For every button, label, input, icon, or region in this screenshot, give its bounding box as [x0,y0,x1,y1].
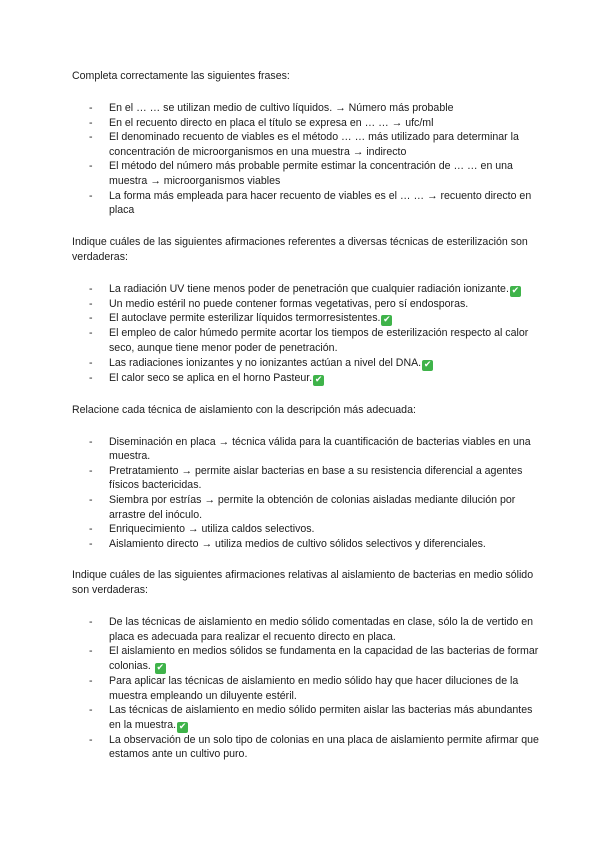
list-item-text: La radiación UV tiene menos poder de penetración que cualquier radiación ionizante. [109,282,509,295]
list-item-text: La forma más empleada para hacer recuento de viables es el … … → recuento directo en placa [109,189,532,217]
list-item-text: En el recuento directo en placa el título se expresa en … … → ufc/ml [109,116,434,129]
list-item-text: Diseminación en placa → técnica válida para la cuantificación de bacterias viables en una muestra. [109,435,531,463]
question-prompt: Indique cuáles de las siguientes afirmaciones referentes a diversas técnicas de esterilización son verdaderas: [72,235,528,263]
list-marker: - [89,704,93,717]
list-marker: - [89,297,93,310]
list-marker: - [89,675,93,688]
question-prompt: Completa correctamente las siguientes frases: [72,70,290,82]
list-marker: - [89,435,93,448]
list-item [72,356,540,371]
list-marker: - [89,356,93,369]
list-item-text: El denominado recuento de viables es el método … … más utilizado para determinar la concentración de microorganismos en una muestra → indirecto [109,131,519,158]
list-item [72,189,540,218]
question-prompt: Relacione cada técnica de aislamiento con la descripción más adecuada: [72,403,416,416]
list-item [72,644,540,674]
list-item-text: Aislamiento directo → utiliza medios de cultivo sólidos selectivos y diferenciales. [109,537,486,550]
list-marker: - [89,537,93,550]
list-item [72,282,540,297]
list-item [72,435,540,464]
list-marker: - [89,312,93,325]
list-marker: - [89,493,93,506]
list-item-text: Pretratamiento → permite aislar bacterias en base a su resistencia diferencial a agentes físicos bactericidas. [109,464,523,492]
question-section [72,568,540,762]
list-item-text: El empleo de calor húmedo permite acortar los tiempos de esterilización respecto al calor seco, aunque tiene menor poder de penetración. [109,327,529,354]
list-marker: - [89,160,93,173]
list-marker: - [89,616,93,629]
list-marker: - [89,523,93,536]
list-marker: - [89,131,93,144]
list-item-text: Enriquecimiento → utiliza caldos selectivos. [109,523,315,536]
list-item [72,522,540,537]
list-item [72,101,540,116]
question-prompt: Indique cuáles de las siguientes afirmaciones relativas al aislamiento de bacterias en medio sólido son verdaderas: [72,569,534,597]
list-marker: - [89,733,93,746]
list-item-text: Para aplicar las técnicas de aislamiento en medio sólido hay que hacer diluciones de la muestra empleando un diluyente estéril. [109,675,519,702]
list-item [72,371,540,386]
list-item [72,733,540,762]
list-item-text: De las técnicas de aislamiento en medio sólido comentadas en clase, sólo la de vertido en placa es adecuada para realizar el recuento directo en placa. [109,616,533,643]
true-check-icon [510,286,521,297]
list-item [72,116,540,131]
true-check-icon [177,722,188,733]
list-item [72,130,540,159]
list-item-text: El autoclave permite esterilizar líquidos termorresistentes. [109,312,381,325]
list-item [72,311,540,326]
question-section [72,403,540,552]
list-item [72,159,540,188]
list-item-text: El método del número más probable permite estimar la concentración de … … en una muestra → microorganismos viables [109,160,513,187]
list-marker: - [89,327,93,340]
list-marker: - [89,464,93,477]
list-item-text: La observación de un solo tipo de colonias en una placa de aislamiento permite afirmar que estamos ante un cultivo puro. [109,733,539,761]
list-item-text: Un medio estéril no puede contener formas vegetativas, pero sí endosporas. [109,297,469,310]
list-item-text: El calor seco se aplica en el horno Pasteur. [109,371,313,384]
list-item [72,326,540,355]
answer-list [72,101,540,218]
list-item-text: Las radiaciones ionizantes y no ionizantes actúan a nivel del DNA. [109,356,422,369]
list-item [72,674,540,703]
list-item-text: Siembra por estrías → permite la obtención de colonias aisladas mediante dilución por arrastre del inóculo. [109,493,516,521]
true-check-icon [313,375,324,386]
list-item [72,297,540,312]
list-item [72,537,540,552]
list-marker: - [89,189,93,202]
answer-list [72,435,540,552]
list-item [72,464,540,493]
list-marker: - [89,102,93,114]
list-marker: - [89,371,93,384]
true-check-icon [422,360,433,371]
list-marker: - [89,282,93,295]
list-item [72,493,540,522]
list-item [72,615,540,644]
true-check-icon [381,315,392,326]
true-check-icon [155,663,166,674]
list-marker: - [89,116,93,129]
list-marker: - [89,645,93,658]
list-item-text: En el … … se utilizan medio de cultivo líquidos. → Número más probable [109,102,454,114]
question-section [72,235,540,386]
question-section [72,69,540,218]
list-item [72,703,540,733]
list-item-text: El aislamiento en medios sólidos se fundamenta en la capacidad de las bacterias de formar colonias. [109,645,539,673]
answer-list [72,282,540,386]
answer-list [72,615,540,762]
list-item-text: Las técnicas de aislamiento en medio sólido permiten aislar las bacterias más abundantes en la muestra. [109,704,533,731]
